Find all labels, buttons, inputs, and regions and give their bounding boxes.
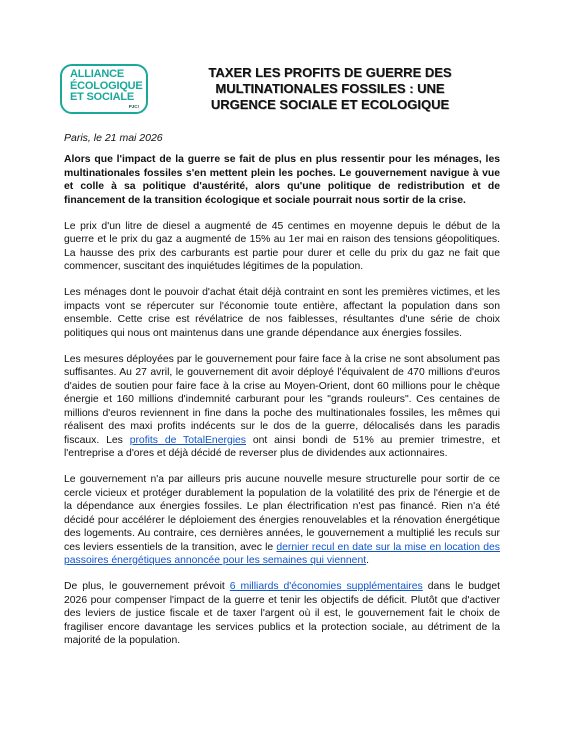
energy-sieves-link[interactable]: dernier recul en date sur la mise en location des passoires énergétiques annoncée pour les semaines qui viennent [64,541,500,566]
paragraph-fuel-prices: Le prix d'un litre de diesel a augmenté de 45 centimes en moyenne depuis le début de la guerre et le prix du gaz a augmenté de 15% au 1er mai en raison des tensions géopolitiques. La hausse des prix des carburants est partie pour durer et celle du prix du gaz ne fait que commencer, suscitant des inquiétudes légitimes de la population. [64,220,500,272]
paragraph-budget-text-before: De plus, le gouvernement prévoit [64,581,230,592]
savings-billions-link[interactable]: 6 milliards d'économies supplémentaires [229,581,423,592]
totalenergies-profits-link[interactable]: profits de TotalEnergies [129,434,247,446]
paragraph-households: Les ménages dont le pouvoir d'achat était déjà contraint en sont les premières victimes, et les impacts vont se répercuter sur l'économie toute entière, affectant la population dans son ensemble. Cette crise est révélatrice de nos faiblesses, résultantes d'une série de choix politiques qui nous ont maintenus dans une grande dépendance aux énergies fossiles. [64,287,500,339]
paragraph-budget [64,580,500,648]
paragraph-structural-text-before: Le gouvernement n'a par ailleurs pris aucune nouvelle mesure structurelle pour sortir de ce cercle vicieux et protéger durablement la population de la volatilité des prix de l'énergie et de la dépendance aux énergies fossiles. Le plan électrification n'est pas financé. Rien n'a été décidé pour accélérer le déploiement des énergies renouvelables et la rénovation énergétique des logements. Au contraire, ces dernières années, le gouvernement a multiplié les reculs sur ces leviers essentiels de la transition, avec le [64,474,500,553]
paragraph-measures-text-after: ont ainsi bondi de 51% au premier trimestre, et l'entreprise a d'ores et déjà décidé de reverser plus de dividendes aux actionnaires. [64,434,500,459]
paragraph-budget-text-after: dans le budget 2026 pour compenser l'impact de la guerre et tenir les objectifs de déficit. Plutôt que d'activer des leviers de justice fiscale et de taxer l'argent où il est, le gouvernement fait le choix de fragiliser encore davantage les services publics et la protection sociale, au détriment de la majorité de la population. [64,581,501,646]
alliance-logo [60,64,148,114]
logo-tag: PJC! [128,104,139,109]
logo-line-1: ALLIANCE [70,68,125,80]
press-release-title: TAXER LES PROFITS DE GUERRE DES MULTINATIONALES FOSSILES : UNE URGENCE SOCIALE ET ECOLOGIQUE [208,65,452,112]
paragraph-structural-text-after: . [366,555,369,566]
paragraph-structural [64,473,500,568]
paragraph-measures-text-before: Les mesures déployées par le gouvernement pour faire face à la crise ne sont absolument pas suffisantes. Au 27 avril, le gouvernement dit avoir déployé l'équivalent de 470 millions d'euros d'aides de soutien pour faire face à la crise au Moyen-Orient, dont 60 millions pour le chèque énergie et 160 millions d'indemnité carburant pour les "grands rouleurs". Ces centaines de millions d'euros reviennent in fine dans la poche des multinationales fossiles, les mêmes qui réalisent des maxi profits indécents sur le dos de la guerre, délocalisés dans les paradis fiscaux. Les [64,353,500,446]
logo-line-2: ÉCOLOGIQUE [70,79,143,92]
paragraph-measures [64,353,500,461]
logo-line-3: ET SOCIALE [70,91,135,103]
dateline: Paris, le 21 mai 2026 [64,132,163,144]
document-body [64,153,500,660]
lead-paragraph: Alors que l'impact de la guerre se fait de plus en plus ressentir pour les ménages, les multinationales fossiles s'en mettent plein les poches. Le gouvernement navigue à vue et colle à sa politique d'austérité, alors qu'une politique de redistribution et de financement de la transition écologique et sociale pourrait nous sortir de la crise. [64,154,500,206]
